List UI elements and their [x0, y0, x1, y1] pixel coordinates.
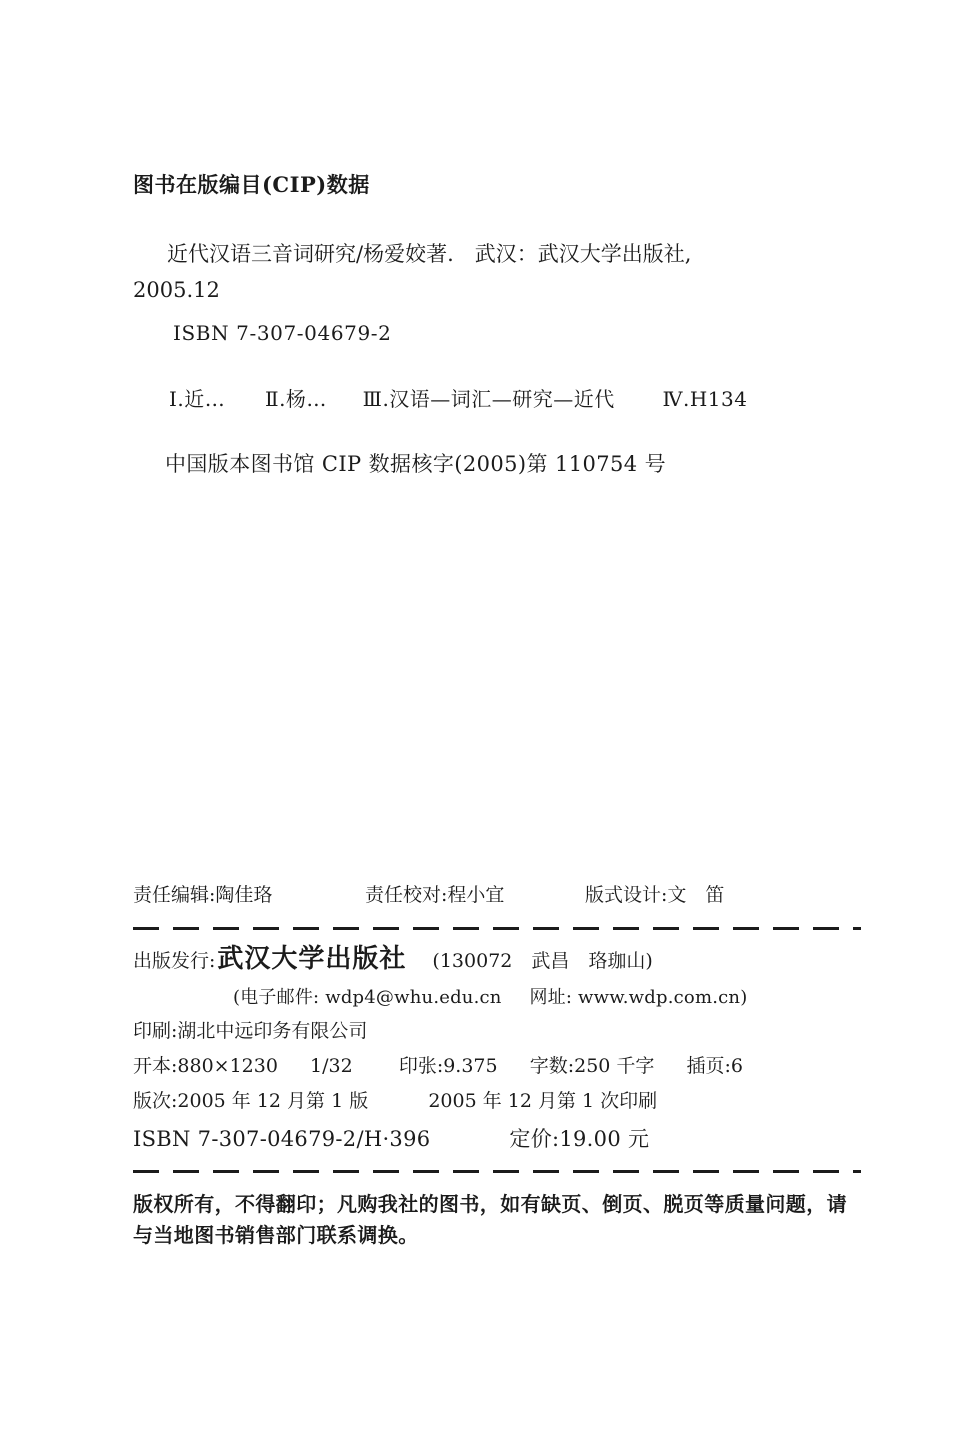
publisher-row	[133, 938, 863, 980]
colophon-block	[133, 880, 863, 1251]
cip-class-1: Ⅰ.近…	[169, 386, 226, 411]
cip-entry-line-2: 2005.12	[133, 277, 220, 302]
website-value: www.wdp.com.cn)	[578, 986, 748, 1008]
responsible-proofreader: 责任校对:程小宜	[365, 884, 505, 906]
printer-row: 印刷:湖北中远印务有限公司	[133, 1020, 368, 1043]
layout-designer-label: 版式设计:	[585, 884, 668, 906]
word-count: 字数:250 千字	[529, 1054, 655, 1077]
cip-block	[133, 172, 853, 478]
cip-isbn: ISBN 7-307-04679-2	[173, 320, 392, 345]
cip-entry	[133, 237, 853, 308]
email-value: wdp4@whu.edu.cn	[325, 986, 502, 1008]
isbn-row	[133, 1122, 863, 1156]
cip-record-number: 中国版本图书馆 CIP 数据核字(2005)第 110754 号	[165, 451, 666, 476]
printing-label: 2005 年 12 月第 1 次印刷	[428, 1089, 658, 1112]
format-label: 开本:880×1230	[133, 1054, 278, 1077]
copyright-notice-line-1: 版权所有，不得翻印；凡购我社的图书，如有缺页、倒页、脱页等质量问题，请	[133, 1192, 847, 1217]
cip-heading: 图书在版编目(CIP)数据	[133, 172, 370, 197]
edition-row	[133, 1086, 863, 1117]
cip-class-3: Ⅲ.汉语—词汇—研究—近代	[362, 386, 615, 411]
copyright-notice	[133, 1189, 853, 1251]
cip-entry-line-1: 近代汉语三音词研究/杨爱姣著. 武汉：武汉大学出版社,	[167, 242, 692, 267]
insert-pages: 插页:6	[686, 1054, 744, 1077]
cip-classification	[133, 383, 853, 412]
isbn-full: ISBN 7-307-04679-2/H·396	[133, 1127, 431, 1152]
format-ratio: 1/32	[310, 1054, 353, 1077]
format-row	[133, 1051, 863, 1082]
copyright-notice-line-2: 与当地图书销售部门联系调换。	[133, 1223, 419, 1248]
responsible-editor: 责任编辑:陶佳珞	[133, 884, 273, 906]
cip-class-4: Ⅳ.H134	[662, 386, 748, 411]
credits-row	[133, 880, 863, 911]
cip-class-2: Ⅱ.杨…	[264, 386, 327, 411]
divider-top	[133, 927, 861, 930]
layout-designer-name: 文 笛	[667, 884, 725, 906]
divider-bottom	[133, 1170, 861, 1173]
edition-label: 版次:2005 年 12 月第 1 版	[133, 1089, 369, 1112]
print-sheets: 印张:9.375	[398, 1054, 498, 1077]
email-label: (电子邮件:	[233, 986, 320, 1008]
publisher-name: 武汉大学出版社	[217, 943, 407, 974]
publisher-address: (130072 武昌 珞珈山)	[432, 949, 653, 972]
website-label: 网址:	[529, 986, 573, 1008]
publish-label: 出版发行:	[133, 949, 216, 972]
price: 定价:19.00 元	[509, 1127, 650, 1152]
contact-row	[133, 983, 863, 1012]
